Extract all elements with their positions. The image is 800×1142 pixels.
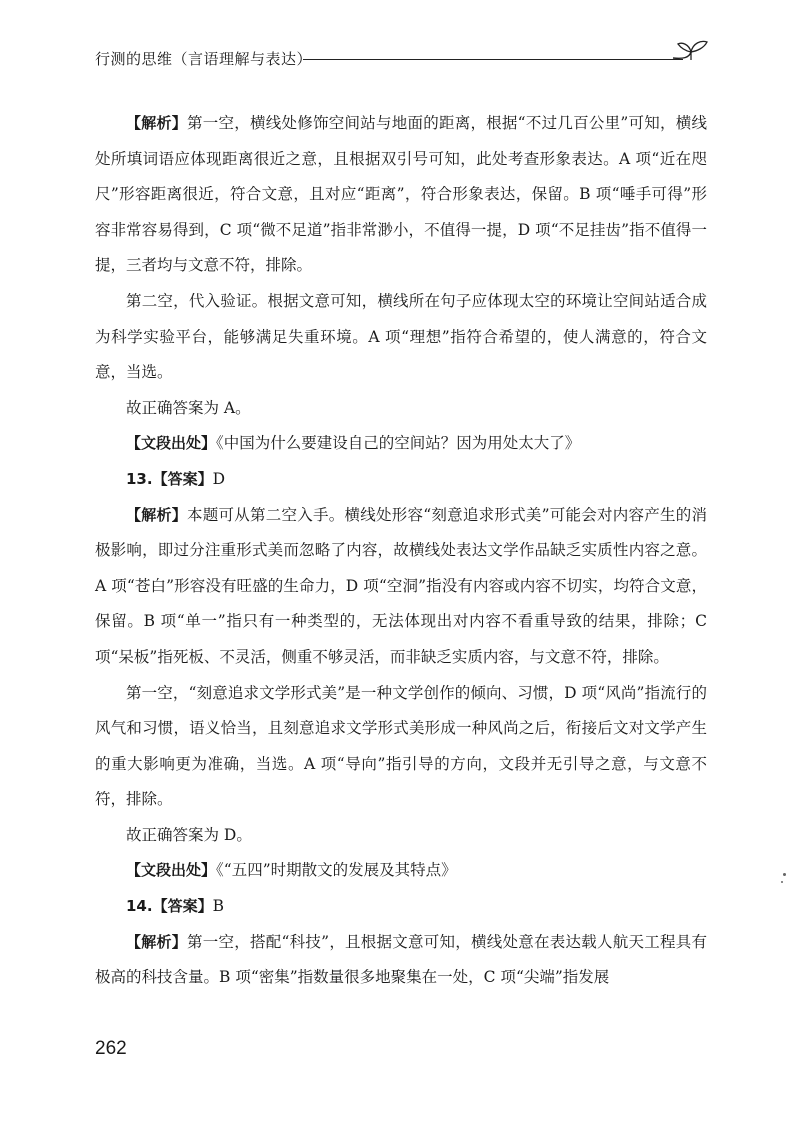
header-rule — [303, 59, 683, 60]
running-header — [95, 46, 715, 70]
sprout-icon — [669, 36, 713, 66]
page-content — [95, 106, 707, 996]
paragraph-label: 【解析】 — [126, 932, 187, 951]
paragraph-label: 【解析】 — [126, 505, 187, 524]
paragraph-text: 故正确答案为 D。 — [126, 825, 252, 844]
paragraph-text: 本题可从第二空入手。横线处形容“刻意追求形式美”可能会对内容产生的消极影响，即过分注重形式美而忽略了内容，故横线处表达文学作品缺乏实质性内容之意。A 项“苍白”形容没有旺盛的生命力，D 项“空洞”指没有内容或内容不切实，均符合文意，保留。B 项“单一”指只有一种类型的，无法体现出对内容不看重导致的结果，排除；C 项“呆板”指死板、不灵活，侧重不够灵活，而非缺乏实质内容，与文意不符，排除。 — [95, 505, 707, 666]
paragraph-label: 【文段出处】 — [126, 434, 217, 453]
paragraph-text: B — [212, 897, 224, 916]
paragraph-analysis-13b — [95, 676, 707, 818]
paragraph-text: 第二空，代入验证。根据文意可知，横线所在句子应体现太空的环境让空间站适合成为科学实验平台，能够满足失重环境。A 项“理想”指符合希望的，使人满意的，符合文意，当选。 — [95, 291, 707, 382]
paragraph-label: 【文段出处】 — [126, 861, 217, 880]
paragraph-source-12 — [95, 426, 707, 462]
paragraph-text: 第一空，搭配“科技”，且根据文意可知，横线处意在表达载人航天工程具有极高的科技含量。B 项“密集”指数量很多地聚集在一处，C 项“尖端”指发展 — [95, 932, 707, 987]
paragraph-label: 13.【答案】 — [126, 469, 213, 488]
paragraph-text: D — [212, 469, 226, 488]
paragraph-text: 故正确答案为 A。 — [126, 398, 251, 417]
paragraph-label: 14.【答案】 — [126, 897, 213, 916]
paragraph-answer-13 — [95, 462, 707, 498]
paragraph-analysis-12a — [95, 106, 707, 284]
paragraph-conclusion-12 — [95, 391, 707, 427]
paragraph-text: 《“五四”时期散文的发展及其特点》 — [216, 861, 457, 880]
paragraph-source-13 — [95, 853, 707, 889]
paragraph-text: 第一空，“刻意追求文学形式美”是一种文学创作的倾向、习惯，D 项“风尚”指流行的风气和习惯，语义恰当，且刻意追求文学形式美形成一种风尚之后，衔接后文对文学产生的重大影响更为准确，当选。A 项“导向”指引导的方向，文段并无引导之意，与文意不符，排除。 — [95, 683, 707, 809]
paragraph-text: 第一空，横线处修饰空间站与地面的距离，根据“不过几百公里”可知，横线处所填词语应体现距离很近之意，且根据双引号可知，此处考查形象表达。A 项“近在咫尺”形容距离很近，符合文意，且对应“距离”，符合形象表达，保留。B 项“唾手可得”形容非常容易得到，C 项“微不足道”指非常渺小，不值得一提，D 项“不足挂齿”指不值得一提，三者均与文意不符，排除。 — [95, 114, 707, 275]
paragraph-answer-14 — [95, 889, 707, 925]
scan-speck — [783, 873, 786, 876]
paragraph-text: 《中国为什么要建设自己的空间站？因为用处太大了》 — [216, 434, 581, 453]
paragraph-analysis-12b — [95, 284, 707, 391]
paragraph-analysis-13a — [95, 498, 707, 676]
page-number: 262 — [95, 1038, 127, 1059]
paragraph-analysis-14 — [95, 925, 707, 996]
header-title: 行测的思维（言语理解与表达） — [95, 50, 313, 68]
paragraph-conclusion-13 — [95, 818, 707, 854]
paragraph-label: 【解析】 — [126, 114, 187, 132]
scan-speck — [781, 881, 783, 883]
